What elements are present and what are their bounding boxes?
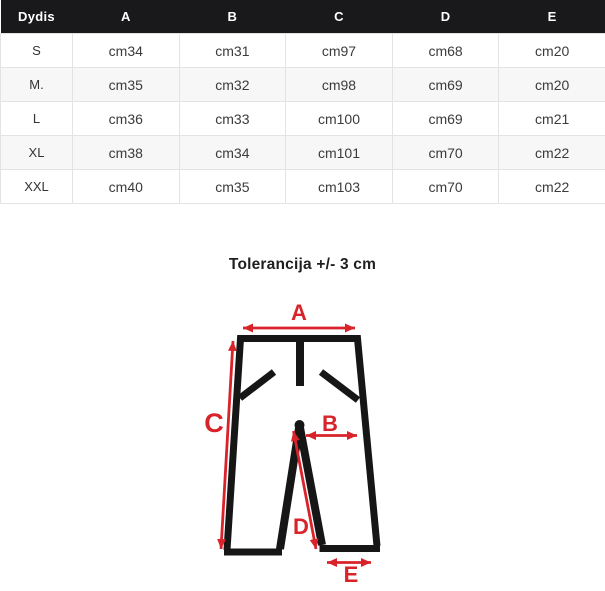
dim-label-a: A — [291, 300, 307, 325]
measurement-cell: cm40 — [73, 170, 180, 204]
header-cell-e: E — [499, 0, 605, 34]
size-label: L — [1, 102, 73, 136]
header-cell-a: A — [73, 0, 180, 34]
measurement-cell: cm20 — [499, 68, 605, 102]
measurement-cell: cm69 — [392, 102, 499, 136]
size-label: M. — [1, 68, 73, 102]
measurement-cell: cm98 — [286, 68, 393, 102]
measurement-cell: cm36 — [73, 102, 180, 136]
measurement-cell: cm34 — [179, 136, 286, 170]
measurement-cell: cm70 — [392, 170, 499, 204]
measurement-cell: cm70 — [392, 136, 499, 170]
measurement-cell: cm32 — [179, 68, 286, 102]
pants-diagram — [0, 281, 605, 591]
header-cell-d: D — [392, 0, 499, 34]
dim-label-e: E — [343, 562, 359, 587]
header-cell-c: C — [286, 0, 393, 34]
size-row-s — [1, 34, 605, 68]
header-cell-size: Dydis — [1, 0, 73, 34]
measurement-cell: cm103 — [286, 170, 393, 204]
size-label: XXL — [1, 170, 73, 204]
pants-right-pocket-line — [321, 372, 358, 400]
size-row-m — [1, 68, 605, 102]
tolerance-note: Tolerancija +/- 3 cm — [228, 256, 377, 273]
size-row-xxl — [1, 170, 605, 204]
size-label: S — [1, 34, 73, 68]
measurement-cell: cm34 — [73, 34, 180, 68]
table-header-row — [1, 0, 605, 34]
dim-label-d: D — [293, 514, 309, 539]
measurement-cell: cm31 — [179, 34, 286, 68]
size-table — [0, 0, 605, 204]
measurement-cell: cm97 — [286, 34, 393, 68]
measurement-cell: cm21 — [499, 102, 605, 136]
measurement-cell: cm100 — [286, 102, 393, 136]
measurement-cell: cm22 — [499, 170, 605, 204]
measurement-cell: cm68 — [392, 34, 499, 68]
dim-label-b: B — [322, 411, 338, 436]
size-row-l — [1, 102, 605, 136]
measurement-cell: cm35 — [73, 68, 180, 102]
measurement-cell: cm20 — [499, 34, 605, 68]
dim-label-c: C — [204, 408, 224, 438]
header-cell-b: B — [179, 0, 286, 34]
measurement-cell: cm35 — [179, 170, 286, 204]
measurement-cell: cm69 — [392, 68, 499, 102]
size-row-xl — [1, 136, 605, 170]
measurement-cell: cm33 — [179, 102, 286, 136]
pants-left-pocket-line — [240, 372, 274, 398]
pants-crotch-point — [295, 420, 305, 430]
size-label: XL — [1, 136, 73, 170]
measurement-cell: cm38 — [73, 136, 180, 170]
measurement-cell: cm22 — [499, 136, 605, 170]
measurement-cell: cm101 — [286, 136, 393, 170]
